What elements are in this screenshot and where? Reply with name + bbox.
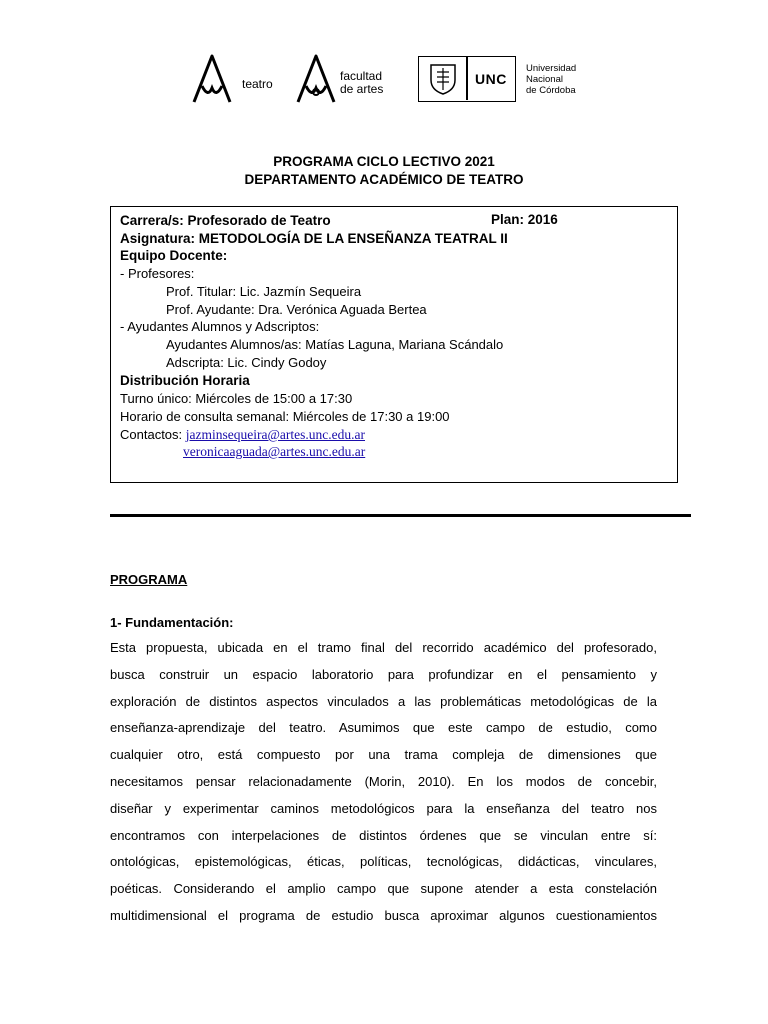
paragraph-line: encontramos con interpelaciones de distintos órdenes que se vinculan entre sí: <box>110 827 657 843</box>
title-line2: DEPARTAMENTO ACADÉMICO DE TEATRO <box>244 172 524 187</box>
unc-logo-line2: Nacional <box>526 74 563 85</box>
plan-text: Plan: 2016 <box>491 212 558 227</box>
artes-logo-line2: de artes <box>340 82 384 96</box>
unc-logo-abbr: UNC <box>475 71 507 87</box>
unc-logo <box>418 56 588 106</box>
paragraph-line: exploración de distintos aspectos vinculados a las problemáticas metodológicas de la <box>110 693 657 709</box>
artes-logo-line1: facultad <box>340 69 383 83</box>
paragraph-line: enseñanza-aprendizaje del teatro. Asumimos que este campo de estudio, como <box>110 720 657 736</box>
paragraph-line: multidimensional el programa de estudio busca aproximar algunos cuestionamientos <box>110 907 657 923</box>
prof-titular: Prof. Titular: Lic. Jazmín Sequeira <box>166 284 362 299</box>
asignatura-text: Asignatura: METODOLOGÍA DE LA ENSEÑANZA TEATRAL II <box>120 231 508 246</box>
ayudantes-lista: Ayudantes Alumnos/as: Matías Laguna, Mariana Scándalo <box>166 337 504 352</box>
teatro-a-icon <box>190 52 240 108</box>
turno-text: Turno único: Miércoles de 15:00 a 17:30 <box>120 391 353 406</box>
paragraph-line: diseñar y experimentar caminos metodológicos para la enseñanza del teatro nos <box>110 800 657 816</box>
paragraph-line: ontológicas, epistemológicas, éticas, políticas, tecnológicas, didácticas, vinculares, <box>110 854 657 870</box>
unc-logo-line3: de Córdoba <box>526 85 576 96</box>
unc-shield-icon <box>428 62 458 96</box>
fundamentacion-heading: 1- Fundamentación: <box>110 615 234 630</box>
carrera-text: Carrera/s: Profesorado de Teatro <box>120 213 331 228</box>
email-link-jazmin[interactable]: jazminsequeira@artes.unc.edu.ar <box>185 427 366 442</box>
teatro-logo-text: teatro <box>242 77 273 91</box>
unc-logo-line1: Universidad <box>526 63 577 74</box>
document-title <box>0 153 768 189</box>
paragraph-line: Esta propuesta, ubicada en el tramo final del recorrido académico del profesorado, <box>110 640 657 655</box>
title-line1: PROGRAMA CICLO LECTIVO 2021 <box>273 154 495 169</box>
artes-a-icon <box>294 52 344 108</box>
contactos-row <box>120 426 365 443</box>
equipo-heading: Equipo Docente: <box>120 248 228 263</box>
prof-ayudante: Prof. Ayudante: Dra. Verónica Aguada Bertea <box>166 302 427 317</box>
header-logos <box>190 52 590 112</box>
unc-logo-box <box>418 56 516 102</box>
consulta-text: Horario de consulta semanal: Miércoles de 17:30 a 19:00 <box>120 409 450 424</box>
contactos-label: Contactos: <box>120 427 183 442</box>
programa-heading: PROGRAMA <box>110 572 188 587</box>
contactos-row-2 <box>183 443 365 460</box>
distribucion-heading: Distribución Horaria <box>120 373 250 388</box>
fundamentacion-paragraph <box>110 638 657 933</box>
paragraph-line: busca construir un espacio laboratorio para profundizar en el pensamiento y <box>110 666 657 682</box>
horizontal-divider <box>110 514 691 517</box>
email-link-veronica[interactable]: veronicaaguada@artes.unc.edu.ar <box>183 444 366 459</box>
teatro-logo <box>190 52 290 108</box>
profesores-label: - Profesores: <box>120 266 195 281</box>
course-info-box <box>110 206 678 483</box>
ayudantes-label: - Ayudantes Alumnos y Adscriptos: <box>120 319 320 334</box>
unc-logo-name <box>526 63 576 96</box>
paragraph-line: cualquier otro, está compuesto por una trama compleja de dimensiones que <box>110 747 657 763</box>
facultad-artes-logo <box>294 52 404 108</box>
paragraph-line: poéticas. Considerando el amplio campo que supone atender a esta constelación <box>110 881 657 897</box>
adscripta-text: Adscripta: Lic. Cindy Godoy <box>166 355 327 370</box>
paragraph-line: necesitamos pensar relacionadamente (Morin, 2010). En los modos de concebir, <box>110 773 657 789</box>
unc-logo-divider <box>466 57 468 100</box>
